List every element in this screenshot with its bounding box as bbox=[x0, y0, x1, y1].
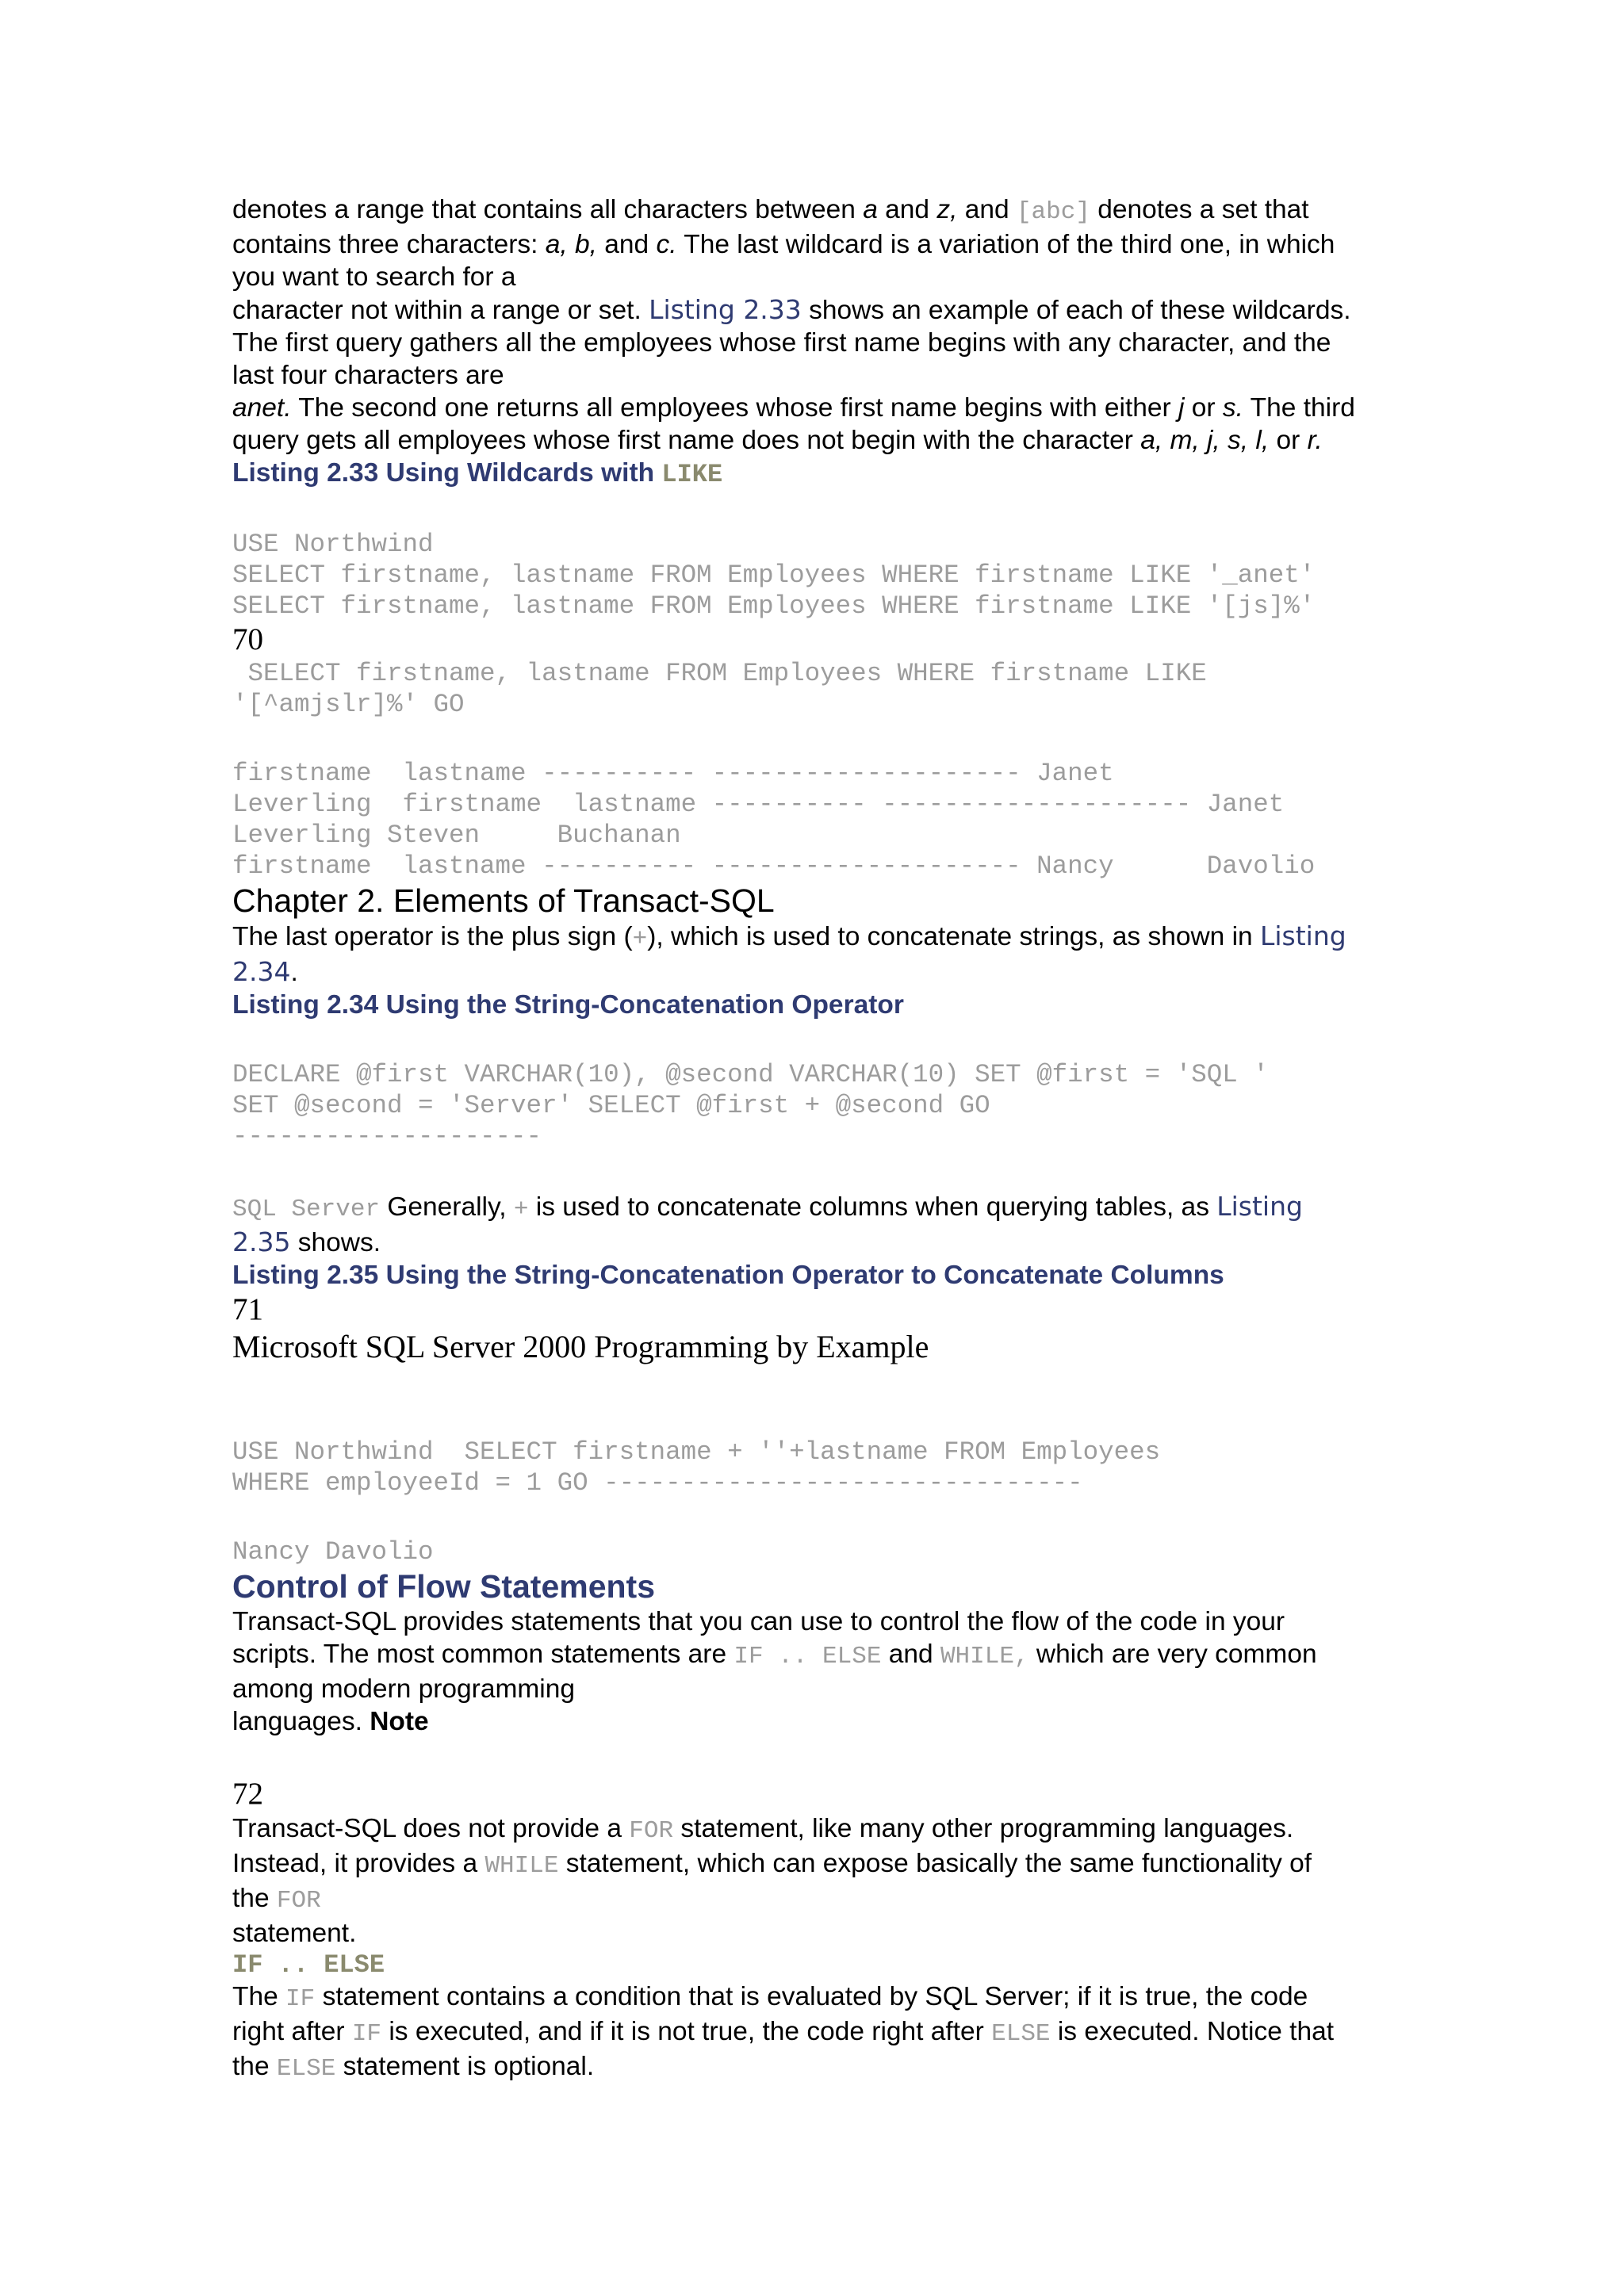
text-line: The first query gathers all the employees whose first name begins with any character, and the bbox=[232, 328, 1331, 358]
listing-title: Listing 2.33 Using Wildcards with LIKE bbox=[232, 458, 723, 489]
code-block bbox=[232, 1059, 1398, 1152]
text-line: the FOR bbox=[232, 1884, 321, 1915]
listing-title: Listing 2.35 Using the String-Concatenation Operator to Concatenate Columns bbox=[232, 1261, 1224, 1290]
result-line: firstname lastname ---------- -------------------- Nancy Davolio bbox=[232, 851, 1316, 881]
document-page bbox=[232, 193, 1398, 2085]
code-line: USE Northwind bbox=[232, 530, 434, 559]
text-line: 2.34. bbox=[232, 956, 298, 987]
text-line: SQL Server Generally, + is used to concatenate columns when querying tables, as Listing bbox=[232, 1191, 1303, 1223]
listing-link[interactable]: 2.35 bbox=[232, 1226, 291, 1257]
text-line: Transact-SQL does not provide a FOR statement, like many other programming languages. bbox=[232, 1814, 1294, 1845]
text-line: The IF statement contains a condition that is evaluated by SQL Server; if it is true, the code bbox=[232, 1982, 1308, 2013]
code-line: USE Northwind SELECT firstname + ''+lastname FROM Employees bbox=[232, 1437, 1161, 1467]
code-block bbox=[232, 658, 1398, 720]
listing-link[interactable]: Listing bbox=[1260, 920, 1346, 951]
text-line: among modern programming bbox=[232, 1674, 575, 1704]
chapter-header: Chapter 2. Elements of Transact-SQL bbox=[232, 882, 775, 919]
listing-link[interactable]: 2.34 bbox=[232, 956, 291, 987]
text-line: you want to search for a bbox=[232, 262, 516, 292]
text-line: the ELSE statement is optional. bbox=[232, 2052, 595, 2083]
result-line: Leverling firstname lastname ---------- -------------------- Janet bbox=[232, 790, 1285, 819]
code-line: '[^amjslr]%' GO bbox=[232, 690, 465, 719]
query-result bbox=[232, 758, 1398, 882]
text-line: right after IF is executed, and if it is not true, the code right after ELSE is executed. Notice that bbox=[232, 2017, 1335, 2048]
subsection-heading: IF .. ELSE bbox=[232, 1950, 385, 1980]
text-line: scripts. The most common statements are IF .. ELSE and WHILE, which are very common bbox=[232, 1640, 1317, 1670]
text-line: Instead, it provides a WHILE statement, which can expose basically the same functionality of bbox=[232, 1849, 1312, 1880]
code-line: -------------------- bbox=[232, 1122, 542, 1151]
listing-link[interactable]: Listing bbox=[1216, 1191, 1303, 1222]
code-line: SELECT firstname, lastname FROM Employees WHERE firstname LIKE bbox=[232, 659, 1207, 688]
text-line: denotes a range that contains all characters between a and z, and [abc] denotes a set that bbox=[232, 195, 1309, 226]
query-result bbox=[232, 1536, 1398, 1567]
listing-link[interactable]: Listing 2.33 bbox=[649, 294, 802, 325]
text-line: last four characters are bbox=[232, 361, 504, 390]
text-line: languages. Note bbox=[232, 1707, 429, 1736]
text-line: query gets all employees whose first name does not begin with the character a, m, j, s, l, or r. bbox=[232, 426, 1323, 455]
code-line: SELECT firstname, lastname FROM Employees WHERE firstname LIKE '_anet' bbox=[232, 561, 1316, 590]
page-number: 71 bbox=[232, 1292, 263, 1326]
text-line: The last operator is the plus sign (+), which is used to concatenate strings, as shown in Listing bbox=[232, 920, 1346, 953]
page-number: 72 bbox=[232, 1777, 263, 1811]
code-line: DECLARE @first VARCHAR(10), @second VARCHAR(10) SET @first = 'SQL ' bbox=[232, 1060, 1269, 1089]
text-line: Transact-SQL provides statements that you can use to control the flow of the code in your bbox=[232, 1607, 1285, 1636]
text-line: contains three characters: a, b, and c. The last wildcard is a variation of the third one, in which bbox=[232, 230, 1335, 259]
code-block bbox=[232, 529, 1398, 622]
text-line: character not within a range or set. Listing 2.33 shows an example of each of these wildcards. bbox=[232, 294, 1351, 325]
text-line: 2.35 shows. bbox=[232, 1226, 381, 1257]
result-line: Nancy Davolio bbox=[232, 1537, 434, 1567]
page-number: 70 bbox=[232, 622, 263, 656]
code-line: SELECT firstname, lastname FROM Employees WHERE firstname LIKE '[js]%' bbox=[232, 591, 1316, 621]
code-line: SET @second = 'Server' SELECT @first + @second GO bbox=[232, 1091, 990, 1120]
code-line: WHERE employeeId = 1 GO ------------------------------- bbox=[232, 1468, 1083, 1498]
text-line: anet. The second one returns all employees whose first name begins with either j or s. The third bbox=[232, 393, 1355, 423]
result-line: Leverling Steven Buchanan bbox=[232, 821, 681, 850]
note-label: Note bbox=[370, 1707, 429, 1736]
code-block bbox=[232, 1437, 1398, 1498]
result-line: firstname lastname ---------- -------------------- Janet bbox=[232, 759, 1114, 788]
text-line: statement. bbox=[232, 1919, 357, 1948]
running-title: Microsoft SQL Server 2000 Programming by Example bbox=[232, 1329, 929, 1364]
listing-title: Listing 2.34 Using the String-Concatenation Operator bbox=[232, 990, 904, 1020]
section-heading: Control of Flow Statements bbox=[232, 1568, 655, 1605]
inline-code: [abc] bbox=[1016, 198, 1090, 226]
